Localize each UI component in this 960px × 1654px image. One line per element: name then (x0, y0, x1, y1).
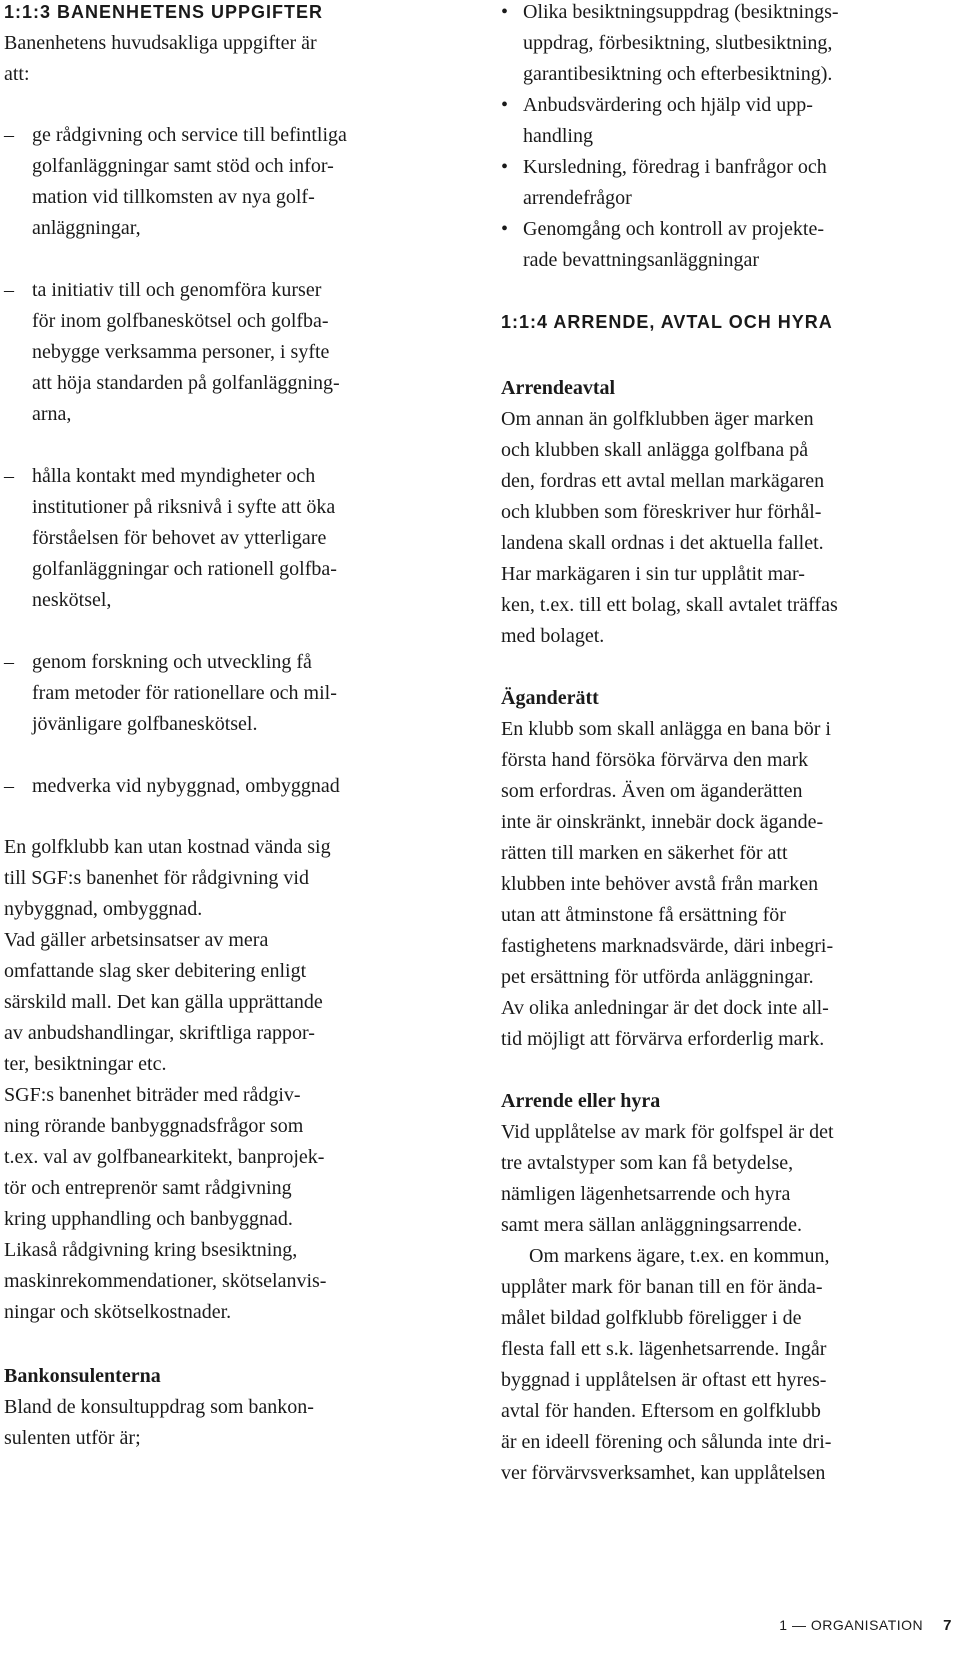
text-line: golfanläggningar och rationell golfba- (32, 558, 337, 580)
text-line: hålla kontakt med myndigheter och (32, 465, 316, 487)
dash-marker: – (4, 775, 14, 797)
text-line: nebygge verksamma personer, i syfte (32, 341, 330, 363)
text-line: anläggningar, (32, 217, 141, 239)
text-line: garantibesiktning och efterbesiktning). (523, 63, 833, 85)
paragraph-aganderatt (501, 714, 959, 1055)
text-line: nybyggnad, ombyggnad. (4, 898, 203, 920)
text-line: klubben inte behöver avstå från marken (501, 873, 819, 895)
text-line: maskinrekommendationer, skötselanvis- (4, 1270, 327, 1292)
text-line: och klubben som föreskriver hur förhål- (501, 501, 822, 523)
text-line: arrendefrågor (523, 187, 632, 209)
text-line: tid möjligt att förvärva erforderlig mark. (501, 1028, 825, 1050)
text-line: neskötsel, (32, 589, 112, 611)
text-line: Om markens ägare, t.ex. en kommun, (529, 1245, 830, 1267)
text-line: Banenhetens huvudsakliga uppgifter är (4, 32, 317, 54)
text-line: jövänligare golfbaneskötsel. (32, 713, 258, 735)
text-line: nämligen lägenhetsarrende och hyra (501, 1183, 791, 1205)
subheading-bankonsulenterna: Bankonsulenterna (4, 1365, 161, 1387)
text-line: upplåter mark för banan till en för ända- (501, 1276, 823, 1298)
text-line: sulenten utför är; (4, 1427, 141, 1449)
footer-section-label: 1 — ORGANISATION (779, 1617, 924, 1633)
text-line: golfanläggningar samt stöd och infor- (32, 155, 334, 177)
text-line: samt mera sällan anläggningsarrende. (501, 1214, 802, 1236)
text-line: och klubben skall anlägga golfbana på (501, 439, 809, 461)
text-line: till SGF:s banenhet för rådgivning vid (4, 867, 309, 889)
text-line: institutioner på riksnivå i syfte att öka (32, 496, 336, 518)
text-line: Har markägaren i sin tur upplåtit mar- (501, 563, 805, 585)
text-line: Likaså rådgivning kring bsesiktning, (4, 1239, 298, 1261)
text-line: genom forskning och utveckling få (32, 651, 312, 673)
dash-list-item (4, 771, 460, 802)
subheading-arrendeavtal: Arrendeavtal (501, 377, 616, 399)
text-line: målet bildad golfklubb föreligger i de (501, 1307, 802, 1329)
subheading-arrende-eller-hyra: Arrende eller hyra (501, 1090, 661, 1112)
text-line: ta initiativ till och genomföra kurser (32, 279, 322, 301)
bullet-marker: • (501, 156, 509, 178)
text-line: med bolaget. (501, 625, 605, 647)
text-line: att: (4, 63, 30, 85)
text-line: fram metoder för rationellare och mil- (32, 682, 337, 704)
bullet-list-item (501, 152, 959, 214)
text-line: den, fordras ett avtal mellan markägaren (501, 470, 825, 492)
text-line: ken, t.ex. till ett bolag, skall avtalet träffas (501, 594, 838, 616)
bullet-marker: • (501, 94, 509, 116)
text-line: utan att åtminstone få ersättning för (501, 904, 786, 926)
bullet-list-item (501, 0, 959, 90)
text-line: Anbudsvärdering och hjälp vid upp- (523, 94, 813, 116)
text-line: tör och entreprenör samt rådgivning (4, 1177, 292, 1199)
dash-list-item (4, 647, 460, 740)
text-line: uppdrag, förbesiktning, slutbesiktning, (523, 32, 833, 54)
text-line: pet ersättning för utförda anläggningar. (501, 966, 814, 988)
page-number: 7 (943, 1617, 952, 1634)
text-line: förståelsen för behovet av ytterligare (32, 527, 327, 549)
text-line: för inom golfbaneskötsel och golfba- (32, 310, 329, 332)
text-line: mation vid tillkomsten av nya golf- (32, 186, 315, 208)
left-column (4, 0, 460, 1454)
paragraph-avtalstyper (501, 1117, 959, 1241)
text-line: som erfordras. Även om äganderätten (501, 780, 803, 802)
dash-list-item (4, 120, 460, 244)
text-line: rätten till marken en säkerhet för att (501, 842, 788, 864)
text-line: Bland de konsultuppdrag som bankon- (4, 1396, 314, 1418)
text-line: En golfklubb kan utan kostnad vända sig (4, 836, 331, 858)
text-line: Kursledning, föredrag i banfrågor och (523, 156, 827, 178)
text-line: En klubb som skall anlägga en bana bör i (501, 718, 831, 740)
text-line: ningar och skötselkostnader. (4, 1301, 232, 1323)
text-line: Vad gäller arbetsinsatser av mera (4, 929, 269, 951)
subheading-aganderatt: Äganderätt (501, 687, 599, 709)
text-line: att höja standarden på golfanläggning- (32, 372, 340, 394)
text-line: arna, (32, 403, 72, 425)
text-line: tre avtalstyper som kan få betydelse, (501, 1152, 794, 1174)
text-line: ning rörande banbyggnadsfrågor som (4, 1115, 304, 1137)
text-line: rade bevattningsanläggningar (523, 249, 760, 271)
bullet-list-item (501, 214, 959, 276)
paragraph-markens-agare (501, 1241, 959, 1489)
text-line: är en ideell förening och sålunda inte dri- (501, 1431, 832, 1453)
text-line: Genomgång och kontroll av projekte- (523, 218, 825, 240)
text-line: Vid upplåtelse av mark för golfspel är det (501, 1121, 834, 1143)
section-heading-1-1-3: 1:1:3 BANENHETENS UPPGIFTER (4, 2, 324, 22)
text-line: fastighetens marknadsvärde, däri inbegri- (501, 935, 834, 957)
text-line: handling (523, 125, 593, 147)
text-line: avtal för handen. Eftersom en golfklubb (501, 1400, 821, 1422)
page-footer (779, 1617, 952, 1634)
dash-list-item (4, 275, 460, 430)
text-line: Av olika anledningar är det dock inte all- (501, 997, 829, 1019)
text-line: Olika besiktningsuppdrag (besiktnings- (523, 1, 839, 23)
text-line: inte är oinskränkt, innebär dock ägande- (501, 811, 824, 833)
text-line: första hand försöka förvärva den mark (501, 749, 809, 771)
text-line: flesta fall ett s.k. lägenhetsarrende. Ingår (501, 1338, 827, 1360)
text-line: ge rådgivning och service till befintliga (32, 124, 347, 146)
text-line: ver förvärvsverksamhet, kan upplåtelsen (501, 1462, 826, 1484)
dash-marker: – (4, 465, 14, 487)
bullet-marker: • (501, 1, 509, 23)
right-column (501, 0, 959, 1489)
dash-marker: – (4, 124, 14, 146)
dash-marker: – (4, 651, 14, 673)
paragraph-services (4, 832, 460, 1328)
dash-list-item (4, 461, 460, 616)
text-line: SGF:s banenhet biträder med rådgiv- (4, 1084, 301, 1106)
text-line: omfattande slag sker debitering enligt (4, 960, 307, 982)
bullet-list-item (501, 90, 959, 152)
text-line: ter, besiktningar etc. (4, 1053, 167, 1075)
paragraph-consultant-tasks (4, 1392, 460, 1454)
text-line: landena skall ordnas i det aktuella fallet. (501, 532, 824, 554)
bullet-list (501, 0, 959, 276)
paragraph-arrendeavtal (501, 404, 959, 652)
text-line: t.ex. val av golfbanearkitekt, banprojek- (4, 1146, 325, 1168)
dash-marker: – (4, 279, 14, 301)
dash-list (4, 120, 460, 802)
text-line: av anbudshandlingar, skriftliga rappor- (4, 1022, 315, 1044)
intro-paragraph (4, 28, 460, 90)
text-line: kring upphandling och banbyggnad. (4, 1208, 293, 1230)
section-heading-1-1-4: 1:1:4 ARRENDE, AVTAL OCH HYRA (501, 312, 833, 332)
text-line: byggnad i upplåtelsen är oftast ett hyres- (501, 1369, 827, 1391)
text-line: särskild mall. Det kan gälla upprättande (4, 991, 323, 1013)
text-line: Om annan än golfklubben äger marken (501, 408, 814, 430)
text-line: medverka vid nybyggnad, ombyggnad (32, 775, 340, 797)
bullet-marker: • (501, 218, 509, 240)
